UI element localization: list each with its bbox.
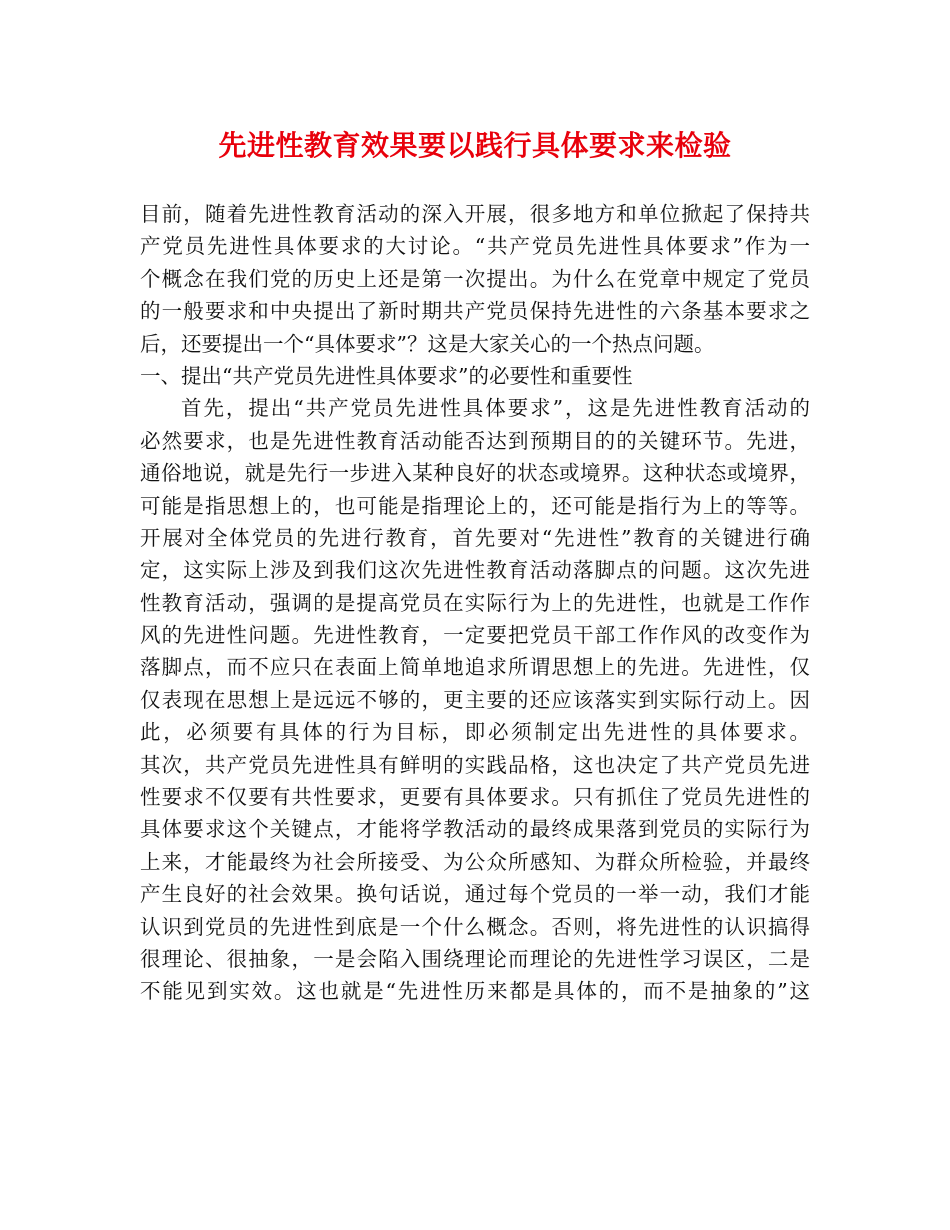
body-line: 产党员先进性具体要求的大讨论。“共产党员先进性具体要求”作为一 <box>140 234 810 259</box>
body-line: 认识到党员的先进性到底是一个什么概念。否则，将先进性的认识搞得 <box>140 914 810 939</box>
document-body <box>140 198 810 1008</box>
body-line: 其次，共产党员先进性具有鲜明的实践品格，这也决定了共产党员先进 <box>140 752 810 777</box>
body-line: 的一般要求和中央提出了新时期共产党员保持先进性的六条基本要求之 <box>140 299 810 324</box>
section-heading: 一、提出“共产党员先进性具体要求”的必要性和重要性 <box>140 363 633 388</box>
body-line: 性教育活动，强调的是提高党员在实际行为上的先进性，也就是工作作 <box>140 590 810 615</box>
body-line: 仅表现在思想上是远远不够的，更主要的还应该落实到实际行动上。因 <box>140 687 810 712</box>
body-line: 开展对全体党员的先进行教育，首先要对“先进性”教育的关键进行确 <box>140 525 810 550</box>
body-line: 首先，提出“共产党员先进性具体要求”，这是先进性教育活动的 <box>181 396 810 421</box>
document-title: 先进性教育效果要以践行具体要求来检验 <box>218 129 732 162</box>
body-line: 上来，才能最终为社会所接受、为公众所感知、为群众所检验，并最终 <box>140 849 810 874</box>
body-line: 可能是指思想上的，也可能是指理论上的，还可能是指行为上的等等。 <box>140 493 810 518</box>
body-line: 性要求不仅要有共性要求，更要有具体要求。只有抓住了党员先进性的 <box>140 785 810 810</box>
body-line: 产生良好的社会效果。换句话说，通过每个党员的一举一动，我们才能 <box>140 882 810 907</box>
body-line: 具体要求这个关键点，才能将学教活动的最终成果落到党员的实际行为 <box>140 817 810 842</box>
body-line: 定，这实际上涉及到我们这次先进性教育活动落脚点的问题。这次先进 <box>140 558 810 583</box>
body-line: 目前，随着先进性教育活动的深入开展，很多地方和单位掀起了保持共 <box>140 202 810 226</box>
body-line: 此，必须要有具体的行为目标，即必须制定出先进性的具体要求。 <box>140 720 810 745</box>
body-line: 风的先进性问题。先进性教育，一定要把党员干部工作作风的改变作为 <box>140 623 810 648</box>
body-line: 个概念在我们党的历史上还是第一次提出。为什么在党章中规定了党员 <box>140 266 810 291</box>
body-line: 不能见到实效。这也就是“先进性历来都是具体的，而不是抽象的”这 <box>140 979 810 1004</box>
body-line: 落脚点，而不应只在表面上简单地追求所谓思想上的先进。先进性，仅 <box>140 655 810 680</box>
body-line: 通俗地说，就是先行一步进入某种良好的状态或境界。这种状态或境界， <box>140 461 810 486</box>
body-line: 必然要求，也是先进性教育活动能否达到预期目的的关键环节。先进， <box>140 428 810 453</box>
body-line: 后，还要提出一个“具体要求”？这是大家关心的一个热点问题。 <box>140 331 715 356</box>
body-line: 很理论、很抽象，一是会陷入围绕理论而理论的先进性学习误区，二是 <box>140 946 810 971</box>
